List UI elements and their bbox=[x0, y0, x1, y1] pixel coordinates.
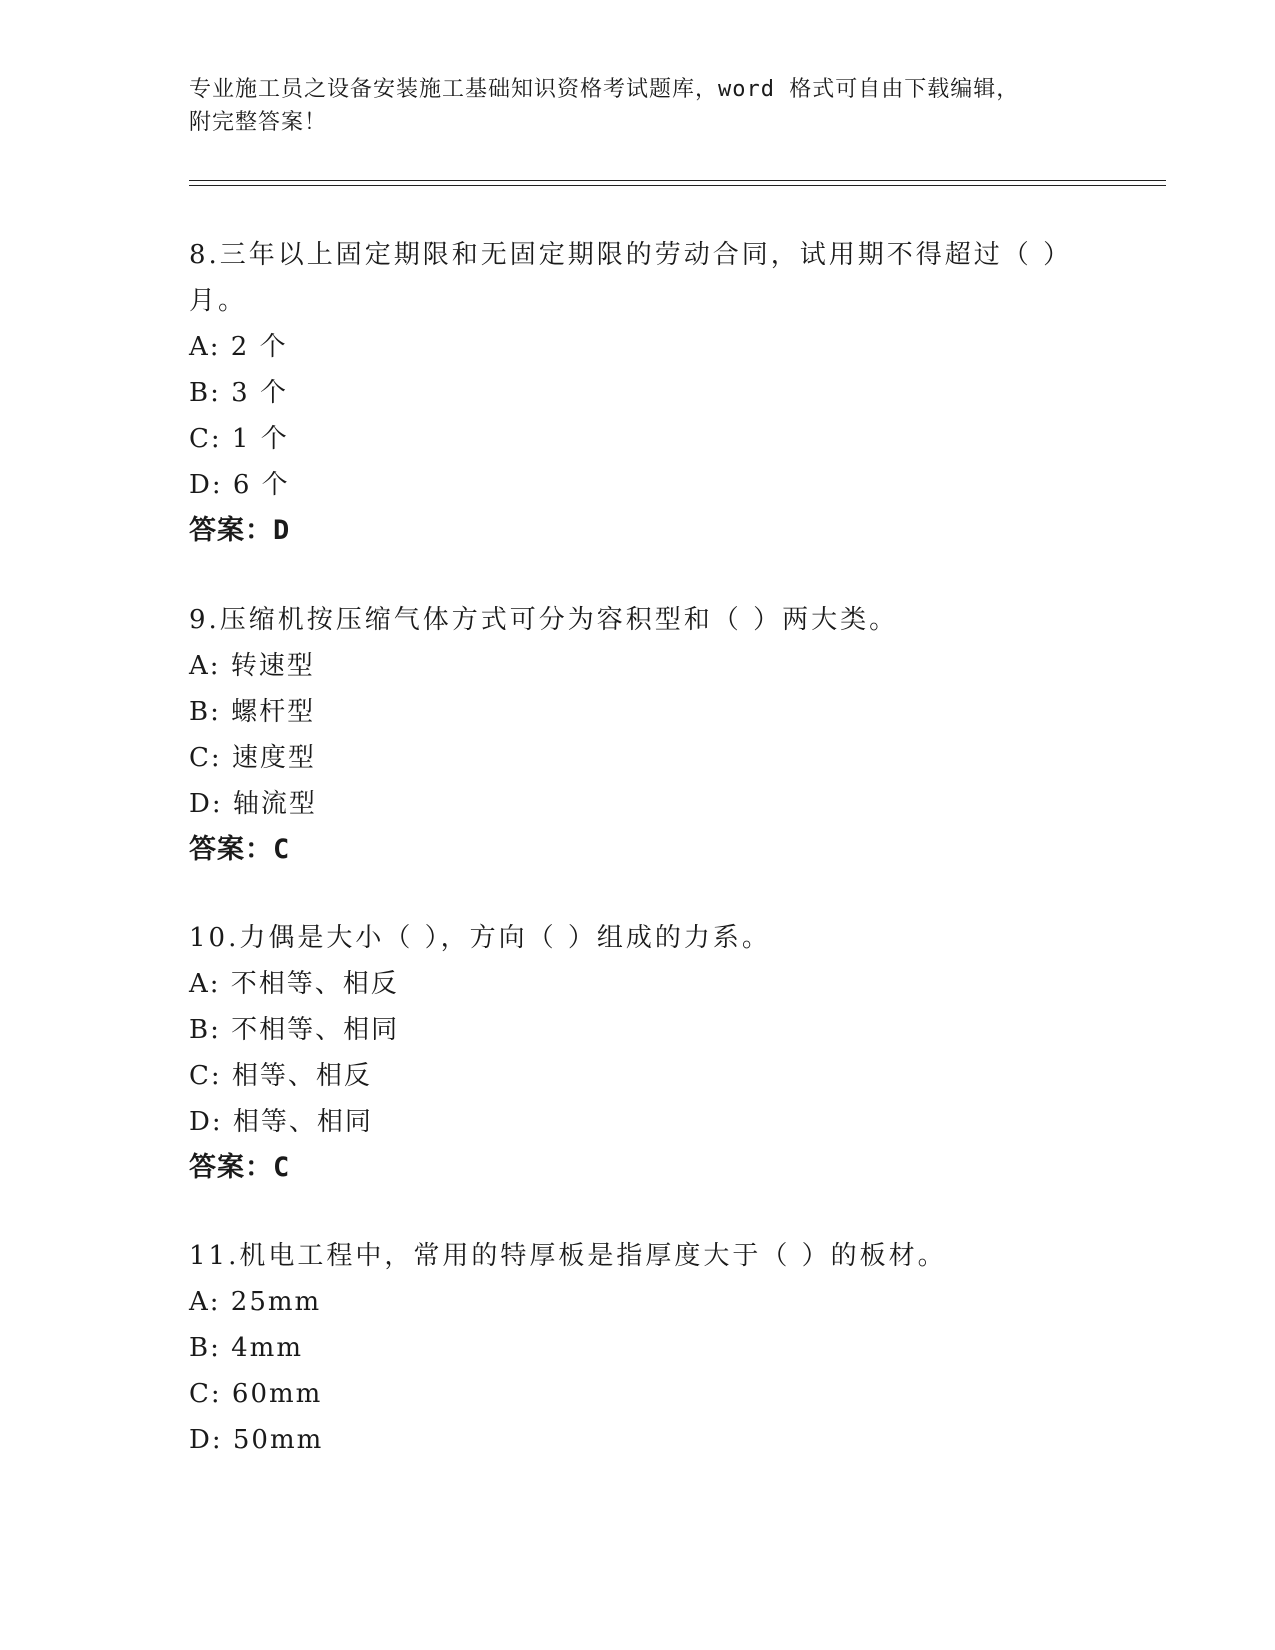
header-line-1: 专业施工员之设备安装施工基础知识资格考试题库，word 格式可自由下载编辑， bbox=[189, 77, 1020, 102]
question-stem: 11.机电工程中，常用的特厚板是指厚度大于（ ）的板材。 bbox=[189, 1241, 947, 1271]
question-10 bbox=[189, 915, 1089, 1191]
answer: 答案：C bbox=[189, 1152, 291, 1183]
question-stem: 8.三年以上固定期限和无固定期限的劳动合同，试用期不得超过（ ） bbox=[189, 240, 1073, 270]
option-a: A: 转速型 bbox=[189, 651, 315, 681]
option-c: C: 相等、相反 bbox=[189, 1061, 372, 1091]
header-line-2: 附完整答案！ bbox=[189, 110, 328, 135]
question-stem-continued: 月。 bbox=[189, 286, 248, 316]
option-b: B: 螺杆型 bbox=[189, 697, 316, 727]
option-c: C: 60mm bbox=[189, 1379, 323, 1409]
document-header bbox=[189, 73, 1069, 139]
option-d: D: 50mm bbox=[189, 1425, 324, 1455]
question-stem: 9.压缩机按压缩气体方式可分为容积型和（ ）两大类。 bbox=[189, 605, 899, 635]
question-9 bbox=[189, 597, 1089, 873]
option-d: D: 相等、相同 bbox=[189, 1107, 373, 1137]
answer: 答案：C bbox=[189, 834, 291, 865]
header-divider bbox=[189, 180, 1166, 186]
option-b: B: 不相等、相同 bbox=[189, 1015, 400, 1045]
option-a: A: 不相等、相反 bbox=[189, 969, 399, 999]
question-stem: 10.力偶是大小（ ），方向（ ）组成的力系。 bbox=[189, 923, 771, 953]
option-d: D: 轴流型 bbox=[189, 789, 317, 819]
option-a: A: 25mm bbox=[189, 1287, 322, 1317]
option-c: C: 速度型 bbox=[189, 743, 316, 773]
option-b: B: 3 个 bbox=[189, 378, 288, 408]
answer: 答案：D bbox=[189, 515, 291, 546]
option-d: D: 6 个 bbox=[189, 470, 290, 500]
option-a: A: 2 个 bbox=[189, 332, 288, 362]
question-11 bbox=[189, 1233, 1089, 1463]
option-b: B: 4mm bbox=[189, 1333, 303, 1363]
question-8 bbox=[189, 232, 1089, 554]
option-c: C: 1 个 bbox=[189, 424, 289, 454]
